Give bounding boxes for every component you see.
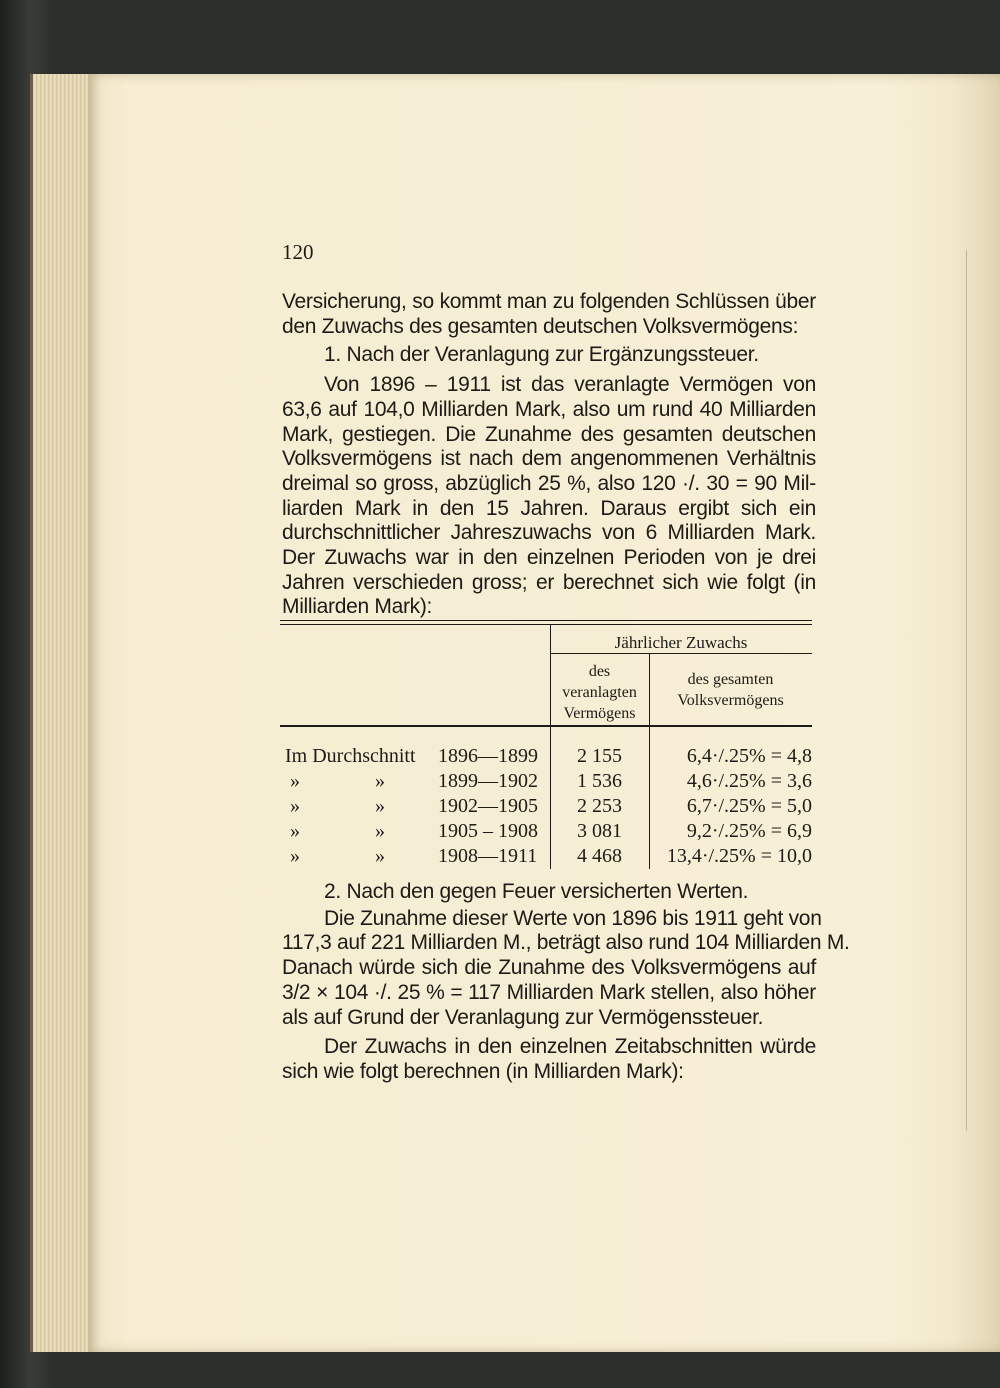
table-header xyxy=(280,625,812,725)
margin-marks xyxy=(966,250,975,1130)
ditto-mark: » xyxy=(290,820,300,842)
text-line: dreimal so gross, abzüglich 25 %, also 120 ·/. 30 = 90 Mil- xyxy=(282,471,816,495)
row-national-value: 13,4·/.25% = 10,0 xyxy=(666,845,812,867)
text-line: 117,3 auf 221 Milliarden M., beträgt also rund 104 Milliarden M. xyxy=(282,931,850,955)
header-line: Volksvermögens xyxy=(677,692,784,709)
header-line: des gesamten xyxy=(687,671,774,688)
row-assessed-value: 2 253 xyxy=(577,795,622,817)
text-line: 63,6 auf 104,0 Milliarden Mark, also um rund 40 Milliarden xyxy=(282,397,816,421)
text-line: Mark, gestiegen. Die Zunahme des gesamten deutschen xyxy=(282,422,816,446)
header-national-wealth xyxy=(649,669,812,711)
text-line: den Zuwachs des gesamten deutschen Volksvermögens: xyxy=(282,314,799,338)
text-line: Jahren verschieden gross; er berechnet sich wie folgt (in xyxy=(282,570,816,594)
text-line: Der Zuwachs in den einzelnen Zeitabschnitten würde xyxy=(324,1035,816,1059)
ditto-mark: » xyxy=(375,820,385,842)
row-assessed-value: 3 081 xyxy=(577,820,622,842)
header-annual-growth: Jährlicher Zuwachs xyxy=(614,633,748,652)
row-assessed-value: 2 155 xyxy=(577,745,622,767)
row-national-value: 9,2·/.25% = 6,9 xyxy=(686,820,812,842)
row-years: 1896—1899 xyxy=(438,745,538,767)
header-rule xyxy=(550,653,812,654)
header-line: des xyxy=(588,663,611,680)
text-line: Milliarden Mark): xyxy=(282,595,433,619)
row-assessed-value: 1 536 xyxy=(577,770,622,792)
header-line: veranlagten xyxy=(562,684,637,701)
row-years: 1905 – 1908 xyxy=(438,820,538,842)
text-line: Danach würde sich die Zunahme des Volksvermögens auf xyxy=(282,956,816,980)
paragraph-3 xyxy=(282,1035,816,1084)
text-line: als auf Grund der Veranlagung zur Vermögenssteuer. xyxy=(282,1005,764,1029)
text-line: durchschnittlicher Jahreszuwachs von 6 Milliarden Mark. xyxy=(282,521,816,545)
text-line: Von 1896 – 1911 ist das veranlagte Vermögen von xyxy=(324,373,816,397)
row-assessed-value: 4 468 xyxy=(577,845,622,867)
intro-paragraph xyxy=(282,290,816,339)
text-line: Versicherung, so kommt man zu folgenden Schlüssen über xyxy=(282,290,816,313)
text-line: Volksvermögens ist nach dem angenommenen Verhältnis xyxy=(282,447,816,471)
paragraph-1 xyxy=(282,373,816,620)
table-row xyxy=(280,770,812,795)
table-row xyxy=(280,845,812,870)
row-national-value: 6,4·/.25% = 4,8 xyxy=(686,745,812,767)
ditto-mark: » xyxy=(290,770,300,792)
ditto-mark: » xyxy=(290,845,300,867)
row-years: 1902—1905 xyxy=(438,795,538,817)
text-block-top xyxy=(282,290,816,620)
row-years: 1899—1902 xyxy=(438,770,538,792)
ditto-mark: » xyxy=(290,795,300,817)
section-heading-1: 1. Nach der Veranlagung zur Ergänzungssteuer. xyxy=(324,343,759,367)
table-row xyxy=(280,820,812,845)
page-number: 120 xyxy=(282,240,314,264)
row-label: Im Durchschnitt xyxy=(285,745,416,767)
header-line: Vermögens xyxy=(563,705,636,722)
text-line: Die Zunahme dieser Werte von 1896 bis 1911 geht von xyxy=(324,906,822,930)
table-row xyxy=(280,795,812,820)
ditto-mark: » xyxy=(375,795,385,817)
page-gutter-shadow xyxy=(950,74,1000,1352)
growth-table xyxy=(280,620,812,877)
row-years: 1908—1911 xyxy=(438,845,538,867)
text-line: Der Zuwachs war in den einzelnen Perioden von je drei xyxy=(282,546,816,570)
section-heading-2: 2. Nach den gegen Feuer versicherten Werten. xyxy=(324,880,749,903)
table-row xyxy=(280,745,812,770)
paragraph-2 xyxy=(282,906,850,1031)
text-line: liarden Mark in den 15 Jahren. Daraus ergibt sich ein xyxy=(282,496,816,520)
ditto-mark: » xyxy=(375,770,385,792)
header-assessed-wealth xyxy=(550,661,649,724)
row-national-value: 6,7·/.25% = 5,0 xyxy=(686,795,812,817)
text-line: sich wie folgt berechnen (in Milliarden Mark): xyxy=(282,1059,684,1083)
table-body xyxy=(280,727,812,877)
text-block-bottom xyxy=(282,880,850,1085)
ditto-mark: » xyxy=(375,845,385,867)
row-national-value: 4,6·/.25% = 3,6 xyxy=(686,770,812,792)
text-line: 3/2 × 104 ·/. 25 % = 117 Milliarden Mark stellen, also höher xyxy=(282,980,816,1004)
